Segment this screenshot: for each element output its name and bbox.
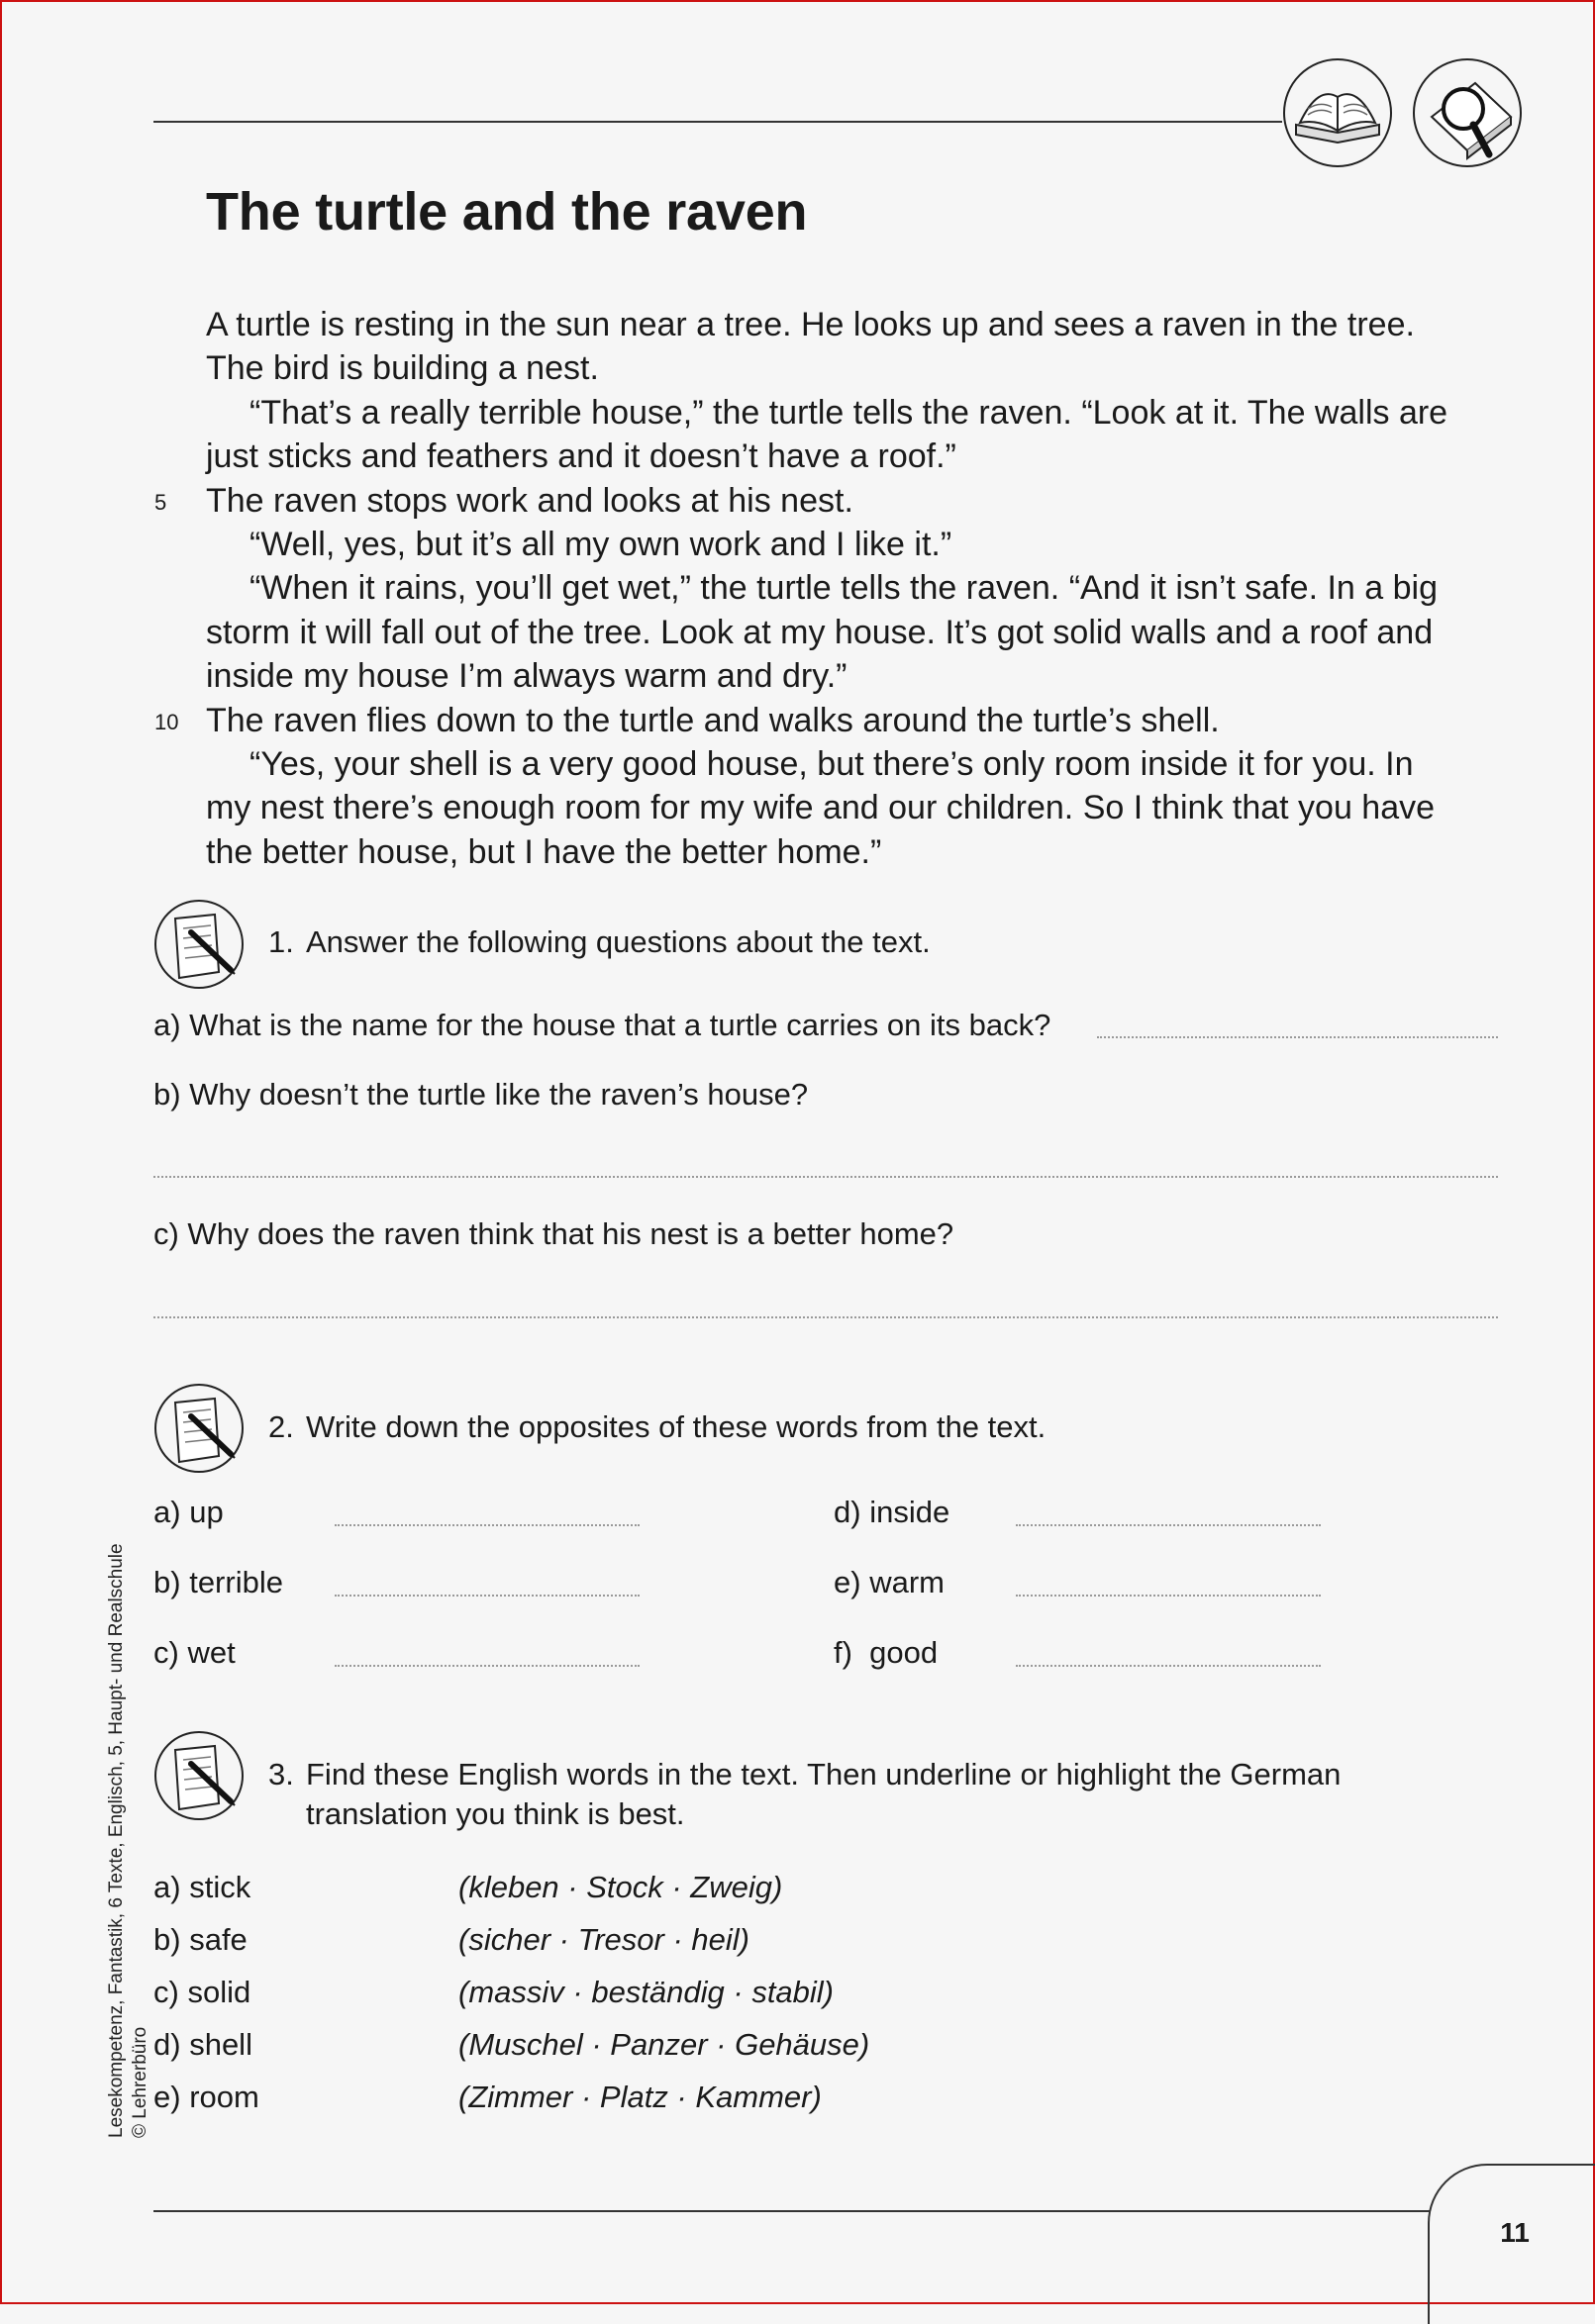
story-line: 10 The raven flies down to the turtle and walks around the turtle’s shell. — [206, 699, 1503, 742]
story-line: “When it rains, you’ll get wet,” the turtle tells the raven. “And it isn’t safe. In a big — [249, 569, 1438, 608]
top-rule — [153, 121, 1282, 123]
answer-line-c[interactable] — [153, 1316, 1498, 1318]
opposite-answer-f[interactable] — [1016, 1665, 1321, 1667]
answer-line-b[interactable] — [153, 1176, 1498, 1178]
question-b: b) Why doesn’t the turtle like the raven’s house? — [153, 1077, 809, 1112]
line-number: 10 — [154, 709, 179, 734]
story-line: A turtle is resting in the sun near a tree. He looks up and sees a raven in the tree. — [206, 306, 1415, 343]
story-line: just sticks and feathers and it doesn’t have a roof.” — [206, 437, 956, 476]
story-line: inside my house I’m always warm and dry.” — [206, 657, 847, 696]
writing-notepad-icon — [153, 899, 245, 990]
writing-notepad-icon — [153, 1383, 245, 1474]
translation-options[interactable]: (kleben · Stock · Zweig) — [458, 1870, 783, 1904]
story-line: “Well, yes, but it’s all my own work and I like it.” — [249, 525, 952, 563]
opposite-answer-e[interactable] — [1016, 1595, 1321, 1597]
writing-notepad-icon — [153, 1730, 245, 1821]
story-line: the better house, but I have the better home.” — [206, 832, 882, 871]
story-line: 5 The raven stops work and looks at his nest. — [206, 479, 1503, 523]
story-line: “Yes, your shell is a very good house, but there’s only room inside it for you. In — [249, 744, 1414, 783]
opposite-item-a: a) up — [153, 1495, 224, 1529]
open-book-icon — [1282, 57, 1393, 168]
question-c: c) Why does the raven think that his nest is a better home? — [153, 1216, 954, 1251]
bottom-rule — [153, 2210, 1431, 2212]
opposite-item-b: b) terrible — [153, 1565, 283, 1599]
opposite-item-c: c) wet — [153, 1635, 236, 1670]
answer-line-a[interactable] — [1097, 1036, 1498, 1038]
translation-options[interactable]: (massiv · beständig · stabil) — [458, 1975, 835, 2009]
translation-options[interactable]: (Zimmer · Platz · Kammer) — [458, 2080, 822, 2114]
opposite-item-e: e) warm — [834, 1565, 945, 1599]
page-title: The turtle and the raven — [206, 182, 808, 242]
magnifying-glass-icon — [1412, 57, 1523, 168]
line-number: 5 — [154, 489, 167, 515]
story-line: my nest there’s enough room for my wife and our children. So I think that you have — [206, 789, 1436, 827]
opposite-answer-c[interactable] — [335, 1665, 640, 1667]
opposite-answer-d[interactable] — [1016, 1524, 1321, 1526]
story-text — [154, 303, 1503, 874]
task-1-title: 1. Answer the following questions about the text. — [268, 924, 931, 959]
question-a: a) What is the name for the house that a turtle carries on its back? — [153, 1008, 1051, 1042]
story-line: storm it will fall out of the tree. Look at my house. It’s got solid walls and a roof and — [206, 613, 1434, 651]
opposite-answer-a[interactable] — [335, 1524, 640, 1526]
translation-options[interactable]: (Muschel · Panzer · Gehäuse) — [458, 2027, 870, 2062]
task-3-title: 3. Find these English words in the text. Then underline or highlight the German translation you think is best. — [268, 1757, 1342, 1831]
story-line: “That’s a really terrible house,” the turtle tells the raven. “Look at it. The walls are — [249, 393, 1448, 432]
task-2-title: 2. Write down the opposites of these words from the text. — [268, 1409, 1047, 1444]
translation-options[interactable]: (sicher · Tresor · heil) — [458, 1922, 749, 1957]
story-line: The bird is building a nest. — [206, 349, 599, 388]
side-credit: Lesekompetenz, Fantastik, 6 Texte, Englisch, 5, Haupt- und Realschule © Lehrerbüro — [106, 1543, 150, 2138]
opposite-item-d: d) inside — [834, 1495, 950, 1529]
opposite-item-f: f) good — [834, 1635, 939, 1670]
opposite-answer-b[interactable] — [335, 1595, 640, 1597]
page-number: 11 — [1500, 2217, 1530, 2248]
